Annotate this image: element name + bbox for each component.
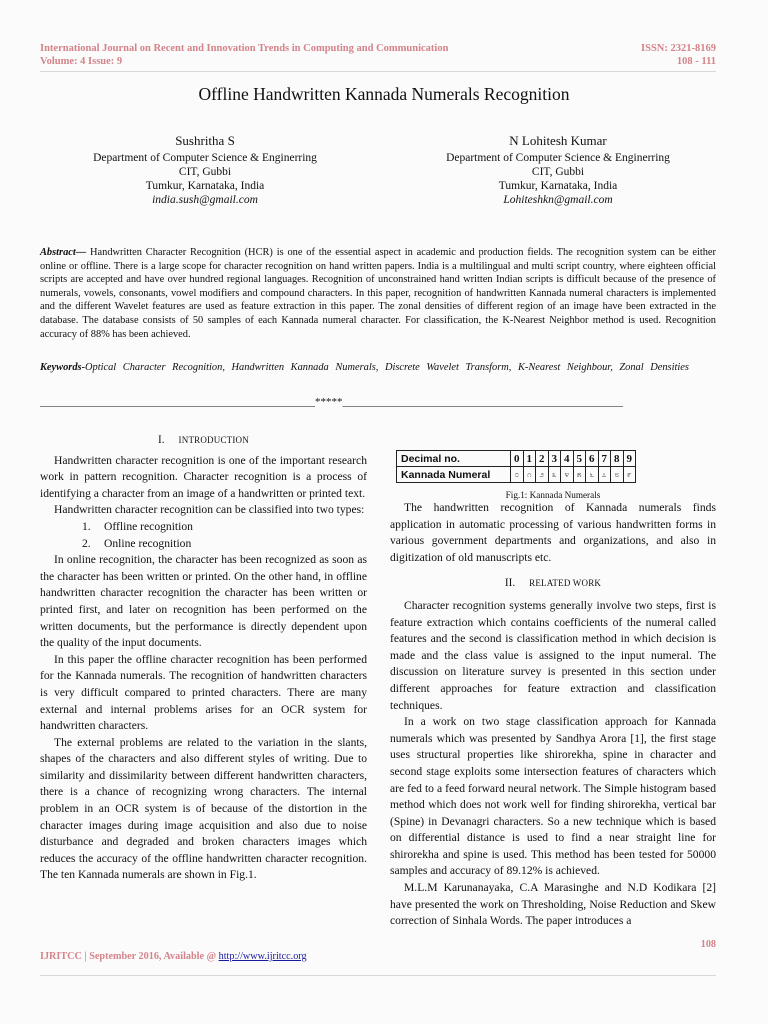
section-separator: __________________________________________________*****___________________________________________________ bbox=[40, 396, 623, 408]
author-name: Sushritha S bbox=[175, 133, 235, 148]
kannada-row bbox=[397, 467, 636, 483]
author-email: Lohiteshkn@gmail.com bbox=[503, 194, 613, 206]
author-location: Tumkur, Karnataka, India bbox=[145, 180, 265, 192]
paragraph: Character recognition systems generally involve two steps, first is feature extraction which contains coefficients of the numeral called features and the second is classification method in which decision is made and the class value is assigned to the input numeral. The discussion on literature survey is presented in this section under different approaches for feature extraction and classification techniques. bbox=[390, 598, 716, 712]
kannada-cell: ೩ bbox=[548, 467, 561, 483]
journal-link[interactable]: http://www.ijritcc.org bbox=[218, 951, 307, 962]
footer-divider bbox=[40, 975, 716, 976]
keywords-label: Keywords- bbox=[40, 362, 86, 373]
abstract-label: Abstract— bbox=[40, 247, 87, 258]
decimal-cell: 3 bbox=[548, 451, 561, 467]
decimal-cell: 8 bbox=[611, 451, 624, 467]
kannada-cell: ೯ bbox=[623, 467, 636, 483]
decimal-row bbox=[397, 451, 636, 467]
author-block-2 bbox=[393, 134, 723, 207]
list-item: 2. Online recognition bbox=[82, 536, 192, 550]
author-name: N Lohitesh Kumar bbox=[509, 133, 607, 148]
decimal-cell: 5 bbox=[573, 451, 586, 467]
footer-text: IJRITCC | September 2016, Available @ bbox=[40, 951, 219, 962]
author-institution: CIT, Gubbi bbox=[531, 166, 585, 178]
paragraph: In online recognition, the character has been recognized as soon as the character has been written or printed. On the other hand, in offline handwritten character recognition the character has been written or printed first, and later on recognition has been performed on the written documents, but the performance is directly dependent upon the quality of the input documents. bbox=[40, 553, 367, 650]
decimal-cell: 1 bbox=[523, 451, 536, 467]
paragraph: M.L.M Karunanayaka, C.A Marasinghe and N.D Kodikara [2] have presented the work on Thresholding, Noise Reduction and Skew correction of Sinhala Words. The paper introduces a bbox=[390, 881, 716, 928]
author-location: Tumkur, Karnataka, India bbox=[498, 180, 618, 192]
paragraph: In this paper the offline character recognition has been performed for the Kannada numerals. The recognition of handwritten characters is very difficult compared to printed characters. There are many external and internal problems arises for an OCR system for handwritten characters. bbox=[40, 652, 367, 733]
row-label: Kannada Numeral bbox=[397, 467, 511, 483]
kannada-numerals-table bbox=[396, 450, 636, 483]
page-number: 108 bbox=[700, 939, 716, 950]
kannada-cell: ೨ bbox=[536, 467, 549, 483]
paragraph: Handwritten character recognition is one of the important research work in pattern recognition. Character recognition is a process of identifying a character from an image of a handwritten or printed text. bbox=[40, 453, 367, 500]
author-block-1 bbox=[40, 134, 370, 207]
decimal-cell: 9 bbox=[623, 451, 636, 467]
row-label: Decimal no. bbox=[397, 451, 511, 467]
decimal-cell: 6 bbox=[586, 451, 599, 467]
list-item: 1. Offline recognition bbox=[82, 519, 193, 533]
journal-name: International Journal on Recent and Innovation Trends in Computing and Communication bbox=[40, 43, 449, 54]
decimal-cell: 4 bbox=[561, 451, 574, 467]
paragraph: Handwritten character recognition can be classified into two types: bbox=[54, 503, 365, 517]
decimal-cell: 2 bbox=[536, 451, 549, 467]
journal-volume: Volume: 4 Issue: 9 bbox=[40, 56, 123, 67]
decimal-cell: 7 bbox=[598, 451, 611, 467]
section-heading-related-work: II. RELATED WORK bbox=[504, 577, 602, 590]
left-column bbox=[40, 432, 367, 884]
page-range: 108 - 111 bbox=[676, 56, 716, 67]
recognition-types-list bbox=[40, 519, 367, 552]
paper-title: Offline Handwritten Kannada Numerals Recognition bbox=[198, 84, 570, 104]
author-dept: Department of Computer Science & Enginerring bbox=[446, 152, 670, 164]
journal-issn: ISSN: 2321-8169 bbox=[641, 43, 716, 54]
kannada-cell: ೧ bbox=[523, 467, 536, 483]
kannada-cell: ೦ bbox=[511, 467, 524, 483]
keywords-text: Optical Character Recognition, Handwritten Kannada Numerals, Discrete Wavelet Transform, K-Nearest Neighbour, Zonal Densities bbox=[85, 362, 689, 373]
abstract-text: Handwritten Character Recognition (HCR) is one of the essential aspect in academic and production fields. The recognition system can be either online or offline. There is a large scope for character recognition on hand written papers. India is a multilingual and multi script country, where eighteen official scripts are accepted and have over hundred regional languages. Recognition of unconstrained hand written Indian scripts is difficult because of the presence of numerals, vowels, consonants, vowel modifiers and compound characters. In this paper, recognition of handwritten Kannada numeral characters is implemented and the different Wavelet features are used as feature extraction in this paper. The zonal densities of different region of an image have been extracted in the database. The database consists of 50 samples of each Kannada numeral character. For classification, the K-Nearest Neighbor method is used. Recognition accuracy of 88% has been achieved. bbox=[40, 247, 716, 340]
kannada-cell: ೬ bbox=[586, 467, 599, 483]
kannada-cell: ೫ bbox=[573, 467, 586, 483]
header-divider bbox=[40, 71, 716, 72]
keywords bbox=[40, 360, 716, 375]
kannada-cell: ೭ bbox=[598, 467, 611, 483]
figure-caption: Fig.1: Kannada Numerals bbox=[505, 490, 601, 500]
section-heading-introduction: I. INTRODUCTION bbox=[158, 434, 249, 446]
author-email: india.sush@gmail.com bbox=[152, 194, 258, 206]
right-column bbox=[390, 500, 716, 930]
author-dept: Department of Computer Science & Enginerring bbox=[93, 152, 317, 164]
author-institution: CIT, Gubbi bbox=[178, 166, 232, 178]
paragraph: The external problems are related to the variation in the slants, shapes of the characters and also different styles of writing. Due to similarity and dissimilarity between different handwritten characters, there is a chance of recognizing wrong characters. The internal problem in an OCR system is of because of the distortion in the character images during image acquisition and also due to noise disturbance and degraded and broken characters images which reduces the accuracy of the offline handwritten character recognition. The ten Kannada numerals are shown in Fig.1. bbox=[40, 735, 367, 882]
kannada-cell: ೮ bbox=[611, 467, 624, 483]
abstract bbox=[40, 246, 716, 341]
decimal-cell: 0 bbox=[511, 451, 524, 467]
kannada-cell: ೪ bbox=[561, 467, 574, 483]
paragraph: The handwritten recognition of Kannada numerals finds application in automatic processing of various handwritten forms in various government departments and organizations, and also in digitization of old manuscripts etc. bbox=[390, 501, 716, 564]
paragraph: In a work on two stage classification approach for Kannada numerals which was presented by Sandhya Arora [1], the first stage uses structural properties like shirorekha, spine in character and second stage exploits some intersection features of characters which are fed to a feed forward neural network. The Simple histogram based method which does not work well for finding shirorekha, vertical bar (Spine) in Devanagri characters. So a new technique which is based on differential distance is used to find a near straight line for shirorekha and spine is used. This method has been tested for 50000 samples and accuracy of 89.12% is achieved. bbox=[390, 715, 716, 878]
